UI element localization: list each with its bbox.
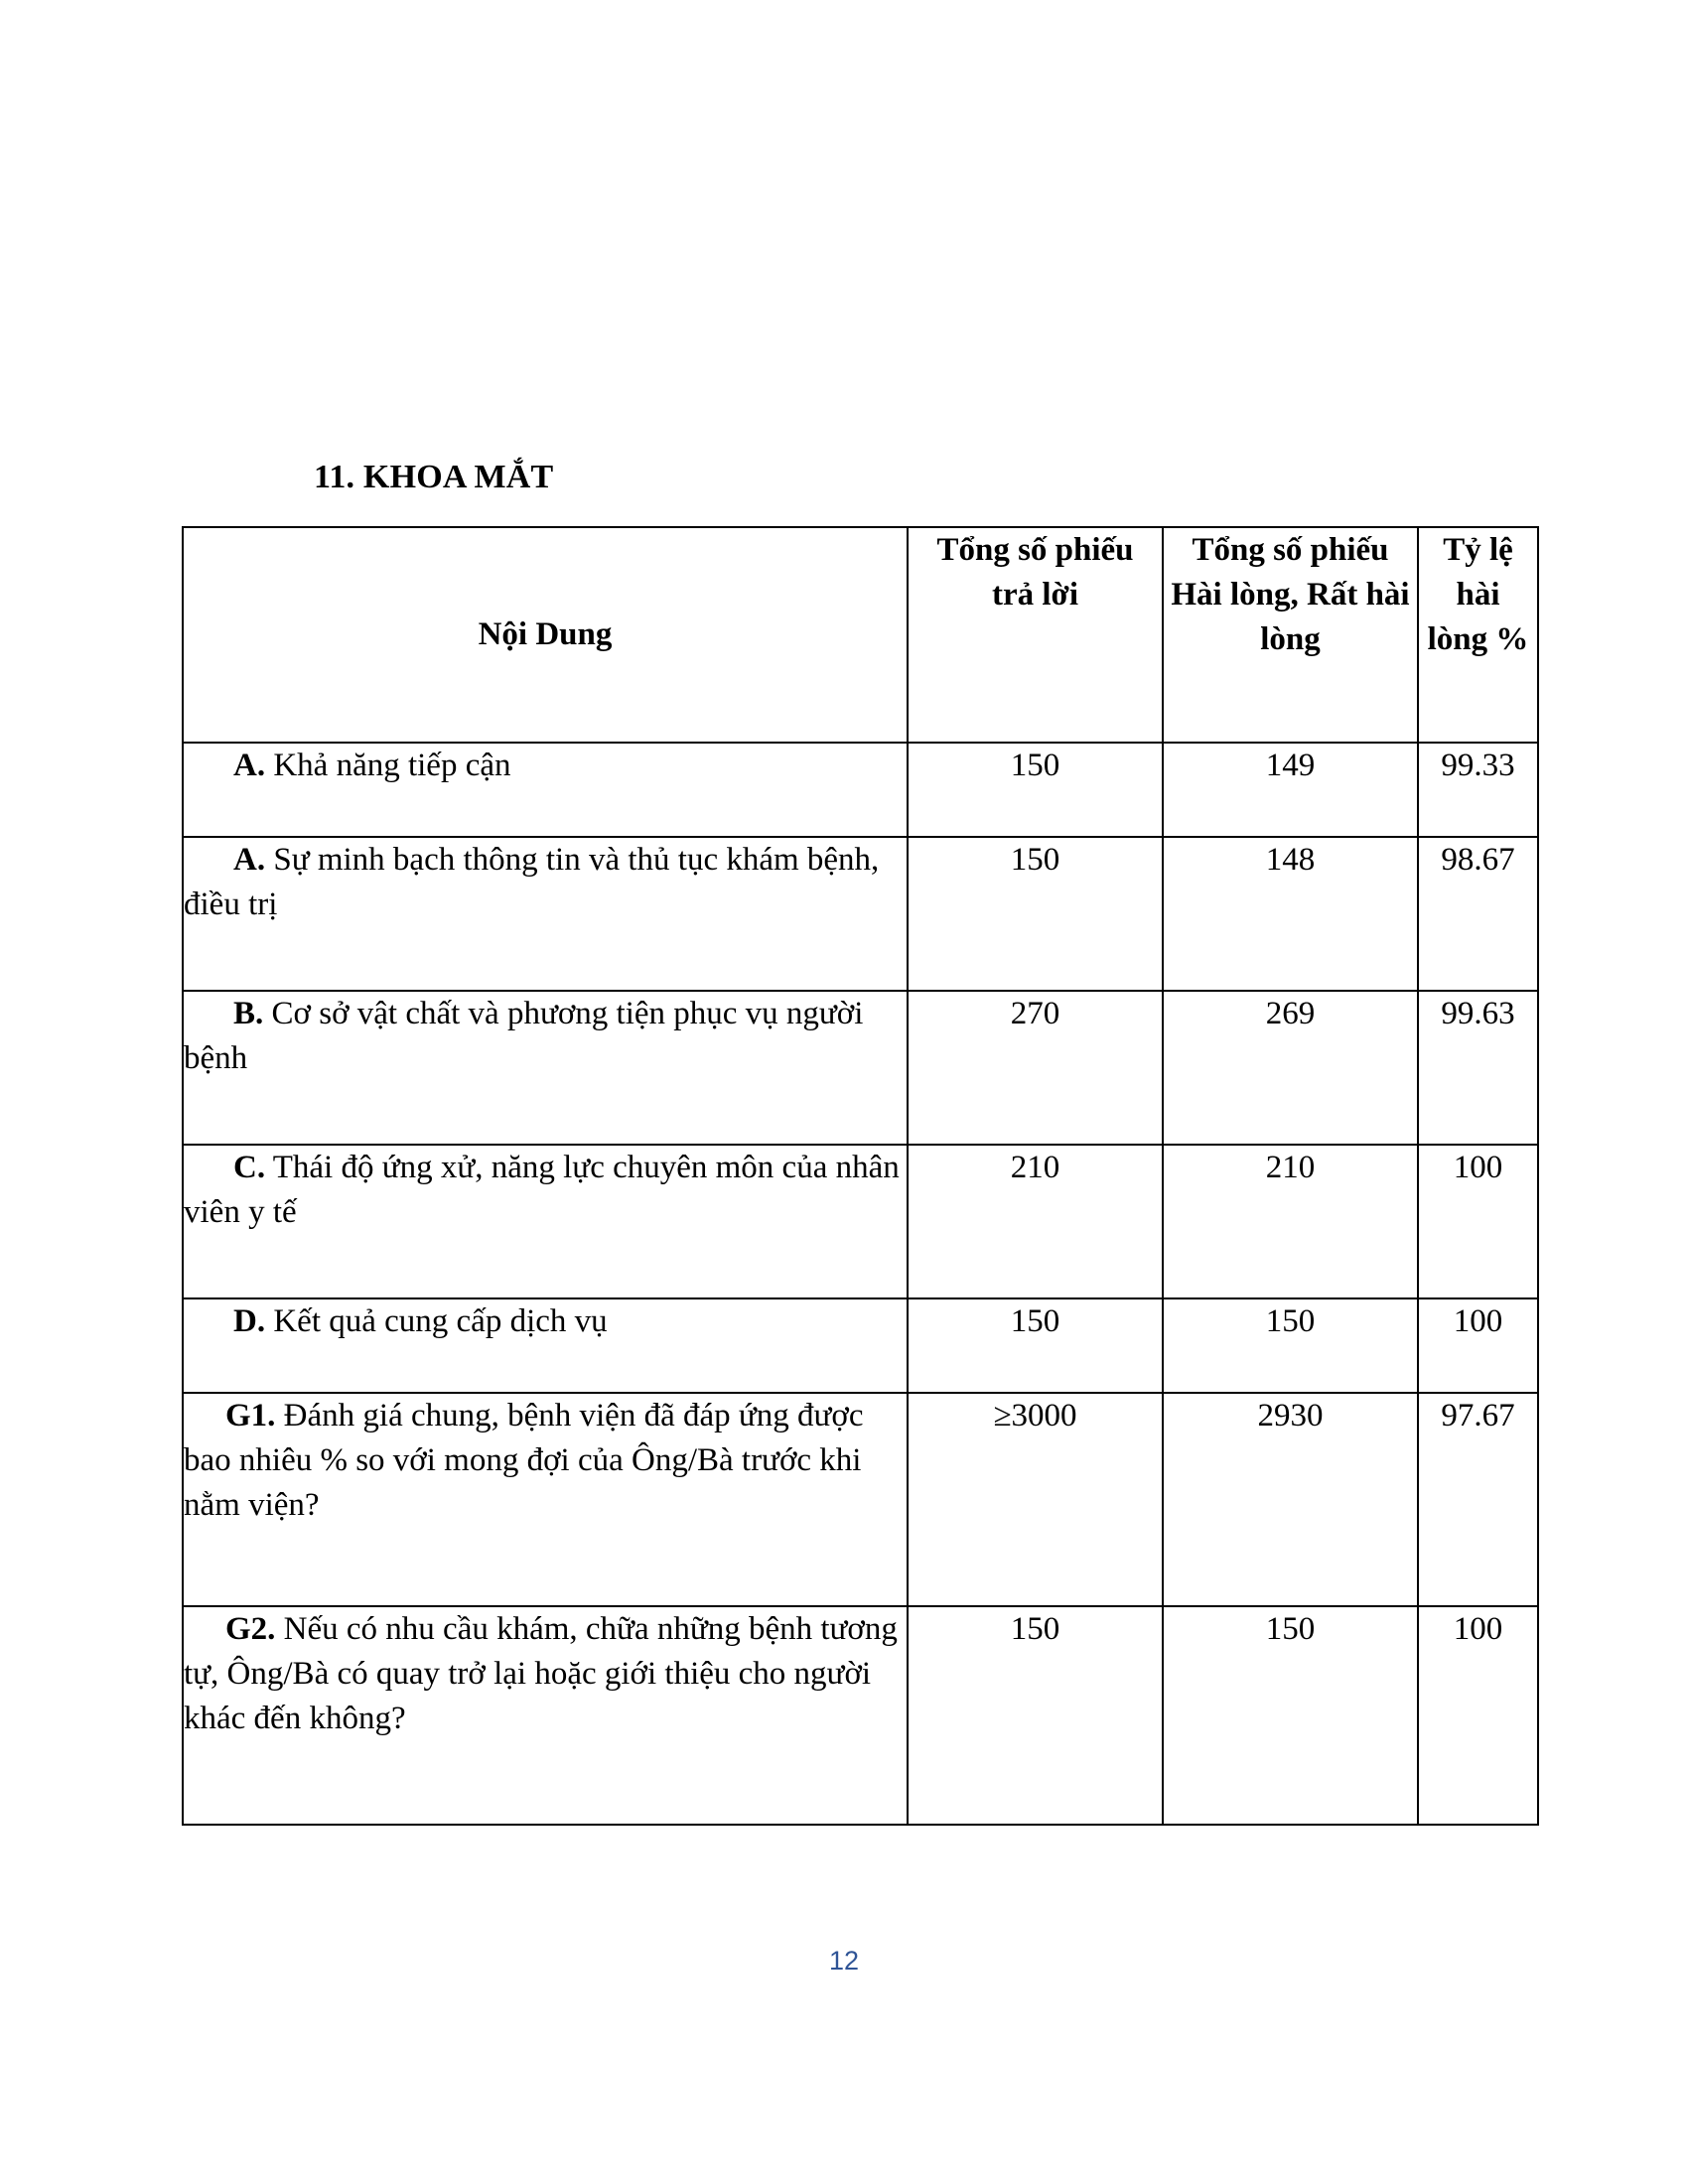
row-total: 270 [908, 991, 1163, 1145]
row-total: 150 [908, 743, 1163, 837]
row-label: G1. [225, 1398, 276, 1433]
section-title: 11. KHOA MẮT [314, 459, 554, 495]
row-rate: 100 [1418, 1298, 1538, 1393]
row-text: Nếu có nhu cầu khám, chữa những bệnh tương tự, Ông/Bà có quay trở lại hoặc giới thiệu cho người khác đến không? [184, 1611, 898, 1736]
row-label: B. [233, 996, 264, 1031]
satisfaction-table [182, 526, 1539, 1826]
row-total: ≥3000 [908, 1393, 1163, 1606]
row-satisfied: 150 [1163, 1298, 1418, 1393]
table-header-row [183, 527, 1538, 743]
header-content: Nội Dung [183, 527, 908, 743]
page-number: 12 [828, 1946, 860, 1976]
row-rate: 98.67 [1418, 837, 1538, 991]
row-total: 210 [908, 1145, 1163, 1298]
table-row [183, 1606, 1538, 1825]
table-row [183, 1145, 1538, 1298]
row-content [183, 837, 908, 991]
row-rate: 97.67 [1418, 1393, 1538, 1606]
header-rate: Tỷ lệ hài lòng % [1418, 527, 1538, 743]
table-row [183, 743, 1538, 837]
row-content [183, 1606, 908, 1825]
row-text: Kết quả cung cấp dịch vụ [273, 1303, 608, 1339]
row-satisfied: 210 [1163, 1145, 1418, 1298]
row-label: C. [233, 1150, 266, 1185]
row-text: Cơ sở vật chất và phương tiện phục vụ người bệnh [184, 996, 864, 1076]
row-content [183, 743, 908, 837]
row-satisfied: 269 [1163, 991, 1418, 1145]
row-text: Thái độ ứng xử, năng lực chuyên môn của nhân viên y tế [184, 1150, 900, 1230]
row-content [183, 1145, 908, 1298]
row-total: 150 [908, 1298, 1163, 1393]
header-satisfied: Tổng số phiếu Hài lòng, Rất hài lòng [1163, 527, 1418, 743]
row-label: D. [233, 1303, 266, 1339]
row-content [183, 1298, 908, 1393]
row-text: Đánh giá chung, bệnh viện đã đáp ứng được bao nhiêu % so với mong đợi của Ông/Bà trước khi nằm viện? [184, 1398, 864, 1523]
row-rate: 100 [1418, 1145, 1538, 1298]
row-rate: 99.63 [1418, 991, 1538, 1145]
row-label: G2. [225, 1611, 276, 1647]
row-text: Sự minh bạch thông tin và thủ tục khám bệnh, điều trị [184, 842, 880, 922]
row-total: 150 [908, 1606, 1163, 1825]
row-text: Khả năng tiếp cận [273, 748, 511, 783]
row-satisfied: 150 [1163, 1606, 1418, 1825]
row-label: A. [233, 748, 266, 783]
row-satisfied: 2930 [1163, 1393, 1418, 1606]
table-row [183, 991, 1538, 1145]
row-satisfied: 149 [1163, 743, 1418, 837]
table-row [183, 837, 1538, 991]
row-content [183, 991, 908, 1145]
header-total: Tổng số phiếu trả lời [908, 527, 1163, 743]
table-row [183, 1298, 1538, 1393]
row-satisfied: 148 [1163, 837, 1418, 991]
row-label: A. [233, 842, 266, 878]
row-content [183, 1393, 908, 1606]
row-rate: 100 [1418, 1606, 1538, 1825]
table-row [183, 1393, 1538, 1606]
row-total: 150 [908, 837, 1163, 991]
row-rate: 99.33 [1418, 743, 1538, 837]
